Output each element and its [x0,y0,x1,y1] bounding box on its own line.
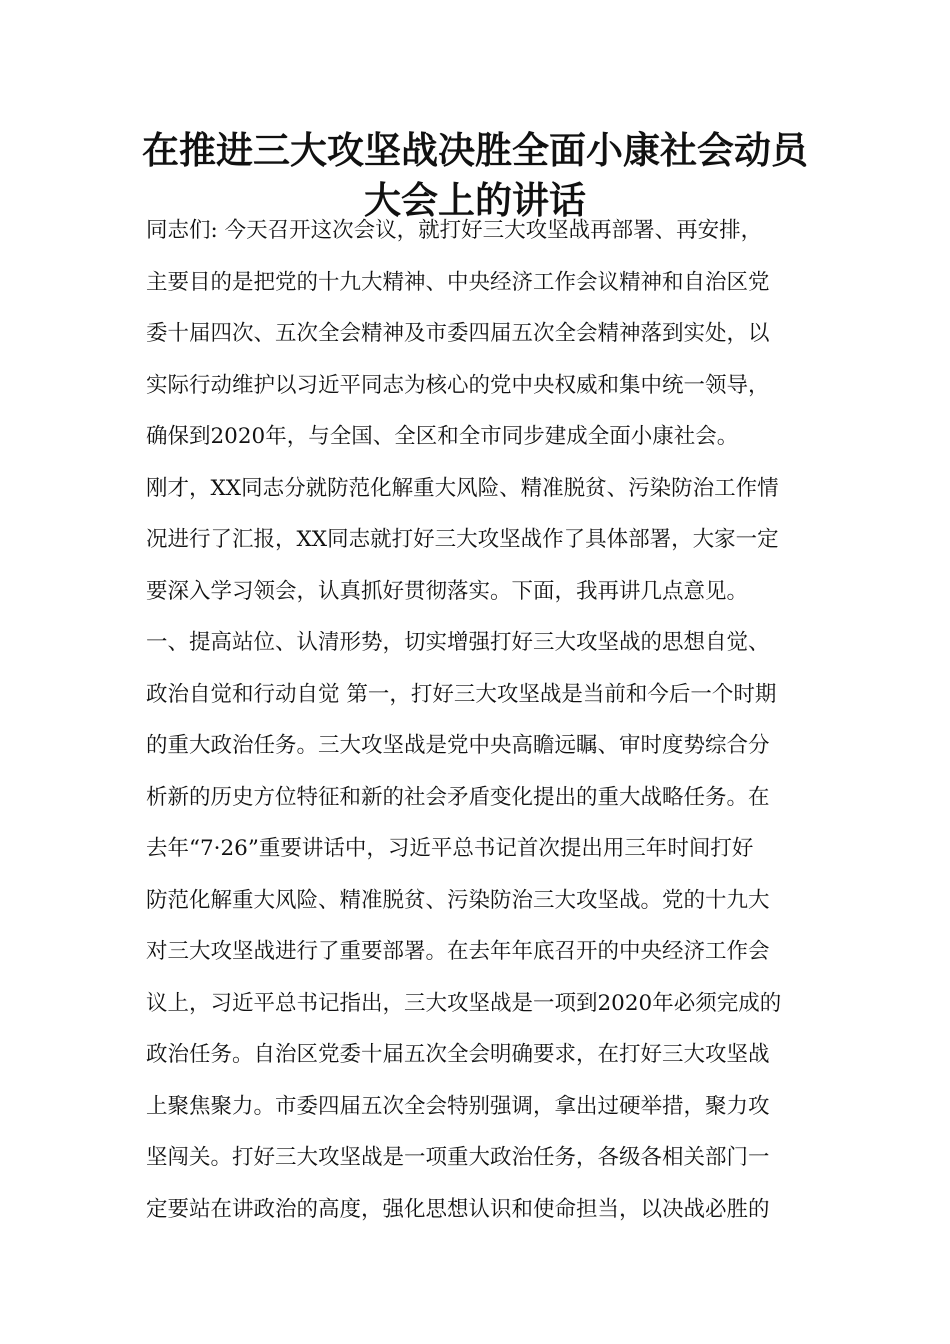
text-line: 委十届四次、五次全会精神及市委四届五次全会精神落到实处，以 [146,321,770,346]
text-line: 析新的历史方位特征和新的社会矛盾变化提出的重大战略任务。在 [146,784,770,810]
text-line: 刚才，XX同志分就防范化解重大风险、精准脱贫、污染防治工作情 [146,475,779,501]
title-line-1: 在推进三大攻坚战决胜全面小康社会动员 [142,128,808,172]
title-line-2: 大会上的讲话 [364,178,586,222]
text-line: 况进行了汇报，XX同志就打好三大攻坚战作了具体部署，大家一定 [146,527,779,552]
text-line: 实际行动维护以习近平同志为核心的党中央权威和集中统一领导， [146,372,770,398]
text-line: 政治任务。自治区党委十届五次全会明确要求，在打好三大攻坚战 [146,1042,770,1067]
text-line: 议上，习近平总书记指出，三大攻坚战是一项到2020年必须完成的 [146,990,782,1016]
text-line: 同志们: 今天召开这次会议，就打好三大攻坚战再部署、再安排， [146,218,763,243]
text-line: 要深入学习领会，认真抓好贯彻落实。下面，我再讲几点意见。 [146,578,749,604]
text-line: 政治自觉和行动自觉 第一，打好三大攻坚战是当前和今后一个时期 [146,681,777,707]
text-line: 的重大政治任务。三大攻坚战是党中央高瞻远瞩、审时度势综合分 [146,733,770,758]
text-line: 对三大攻坚战进行了重要部署。在去年年底召开的中央经济工作会 [146,939,770,964]
text-line: 去年“7·26”重要讲话中，习近平总书记首次提出用三年时间打好 [146,836,754,861]
text-line: 确保到2020年，与全国、全区和全市同步建成全面小康社会。 [146,424,739,449]
text-line: 主要目的是把党的十九大精神、中央经济工作会议精神和自治区党 [146,269,770,295]
text-line: 定要站在讲政治的高度，强化思想认识和使命担当，以决战必胜的 [146,1196,770,1222]
document-body [146,205,816,1235]
text-line: 一、提高站位、认清形势，切实增强打好三大攻坚战的思想自觉、 [146,630,770,655]
text-line: 上聚焦聚力。市委四届五次全会特别强调，拿出过硬举措，聚力攻 [146,1093,770,1119]
text-line: 坚闯关。打好三大攻坚战是一项重大政治任务，各级各相关部门一 [146,1145,770,1170]
text-line: 防范化解重大风险、精准脱贫、污染防治三大攻坚战。党的十九大 [146,887,770,913]
